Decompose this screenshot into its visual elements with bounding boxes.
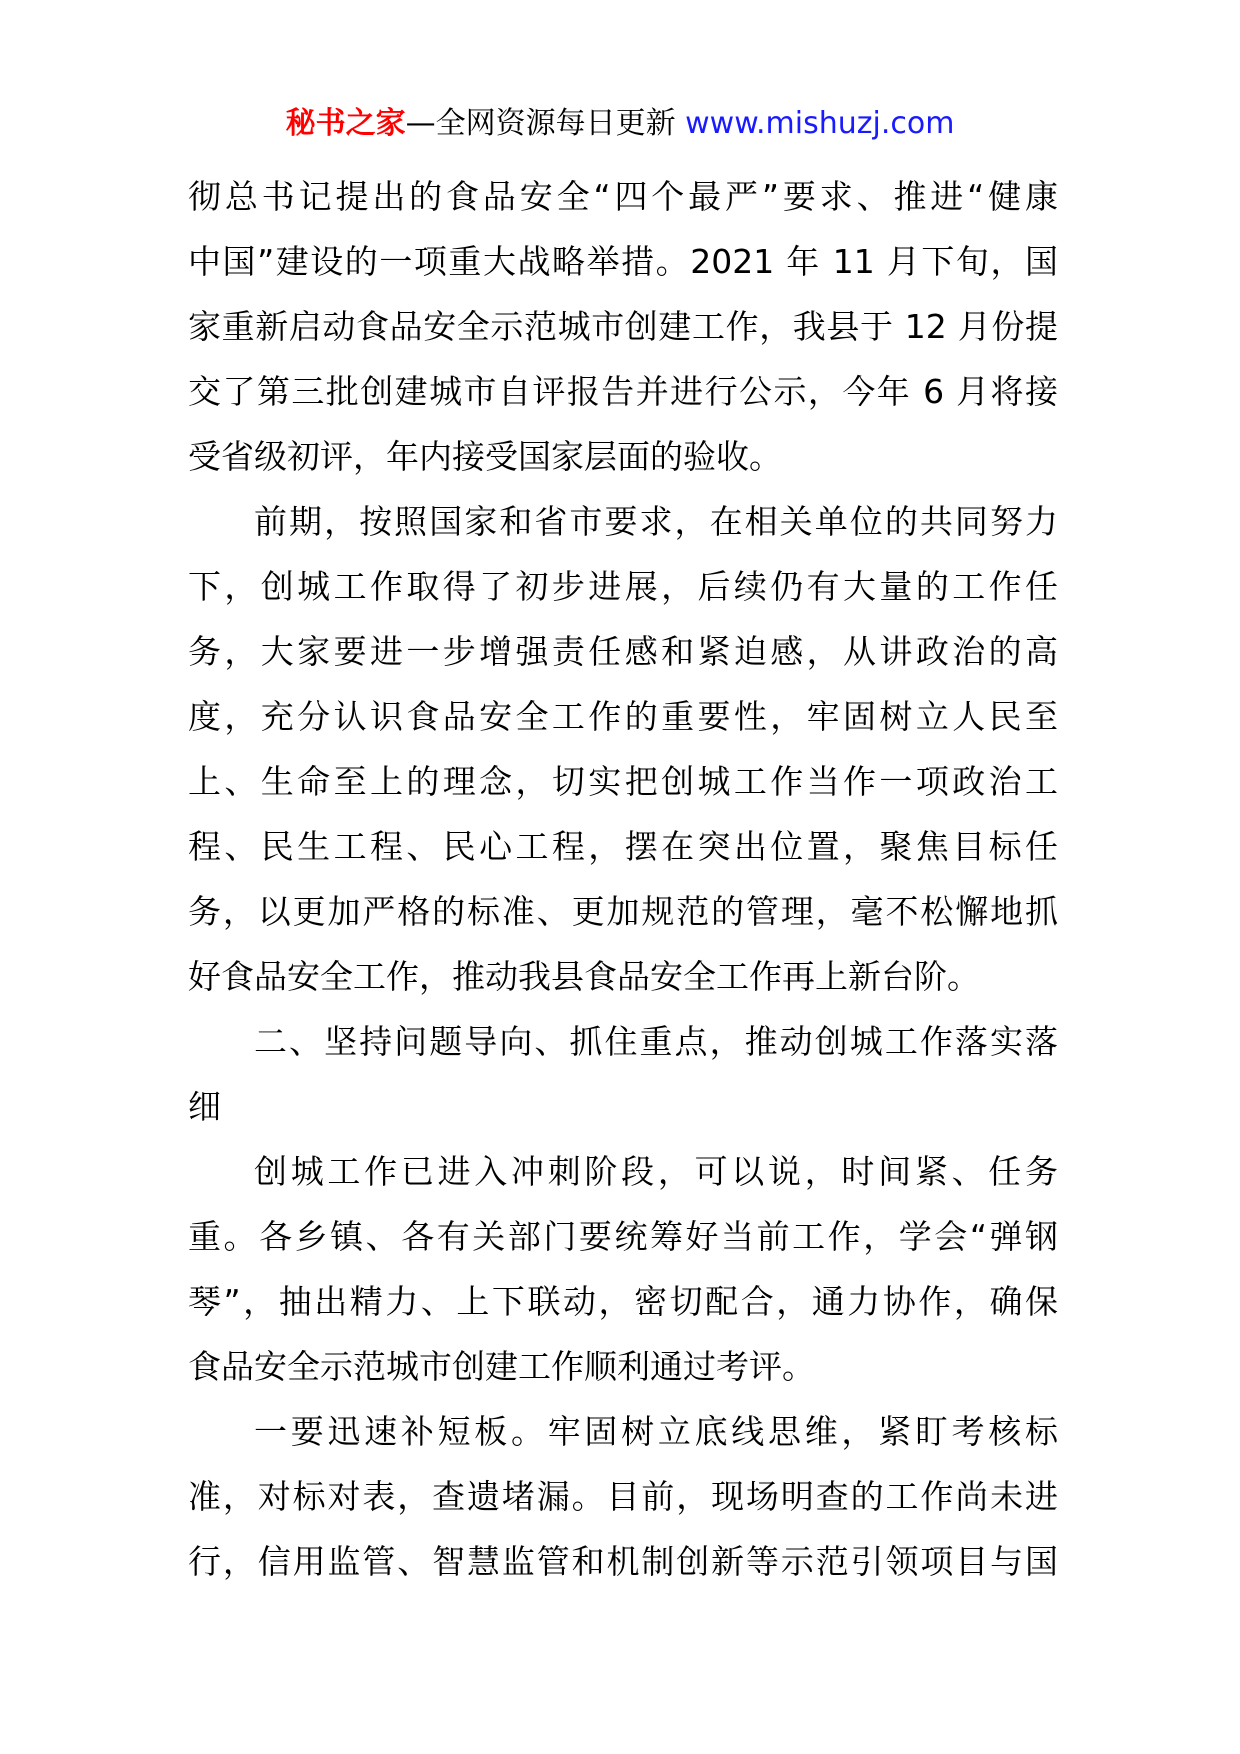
text-line: 务，以更加严格的标准、更加规范的管理，毫不松懈地抓 [188,892,1058,931]
document-body [188,164,1058,1594]
text-line: 上、生命至上的理念，切实把创城工作当作一项政治工 [188,762,1058,801]
text-line: 创城工作已进入冲刺阶段，可以说，时间紧、任务 [254,1152,1058,1191]
text-line: 一要迅速补短板。牢固树立底线思维，紧盯考核标 [254,1412,1058,1451]
text-line: 下，创城工作取得了初步进展，后续仍有大量的工作任 [188,567,1058,606]
brand-name: 秘书之家 [285,106,406,141]
section-heading-line: 细 [188,1087,221,1126]
text-line: 彻总书记提出的食品安全“四个最严”要求、推进“健康 [188,177,1058,216]
text-line: 程、民生工程、民心工程，摆在突出位置，聚焦目标任 [188,827,1058,866]
text-line: 好食品安全工作，推动我县食品安全工作再上新台阶。 [188,957,980,996]
text-line: 度，充分认识食品安全工作的重要性，牢固树立人民至 [188,697,1058,736]
text-line: 前期，按照国家和省市要求，在相关单位的共同努力 [254,502,1058,541]
text-line: 重。各乡镇、各有关部门要统筹好当前工作，学会“弹钢 [188,1217,1058,1256]
section-heading-line: 二、坚持问题导向、抓住重点，推动创城工作落实落 [254,1022,1058,1061]
header-url: www.mishuzj.com [685,106,955,141]
text-line: 中国”建设的一项重大战略举措。2021 年 11 月下旬，国 [188,242,1058,281]
text-line: 交了第三批创建城市自评报告并进行公示，今年 6 月将接 [188,372,1058,411]
text-line: 准，对标对表，查遗堵漏。目前，现场明查的工作尚未进 [188,1477,1058,1516]
text-line: 琴”，抽出精力、上下联动，密切配合，通力协作，确保 [188,1282,1058,1321]
text-line: 受省级初评，年内接受国家层面的验收。 [188,437,782,476]
text-line: 家重新启动食品安全示范城市创建工作，我县于 12 月份提 [188,307,1058,346]
text-line: 行，信用监管、智慧监管和机制创新等示范引领项目与国 [188,1542,1058,1581]
text-line: 食品安全示范城市创建工作顺利通过考评。 [188,1347,815,1386]
header-slogan: —全网资源每日更新 [405,106,686,141]
text-line: 务，大家要进一步增强责任感和紧迫感，从讲政治的高 [188,632,1058,671]
watermark-header [0,102,1240,146]
